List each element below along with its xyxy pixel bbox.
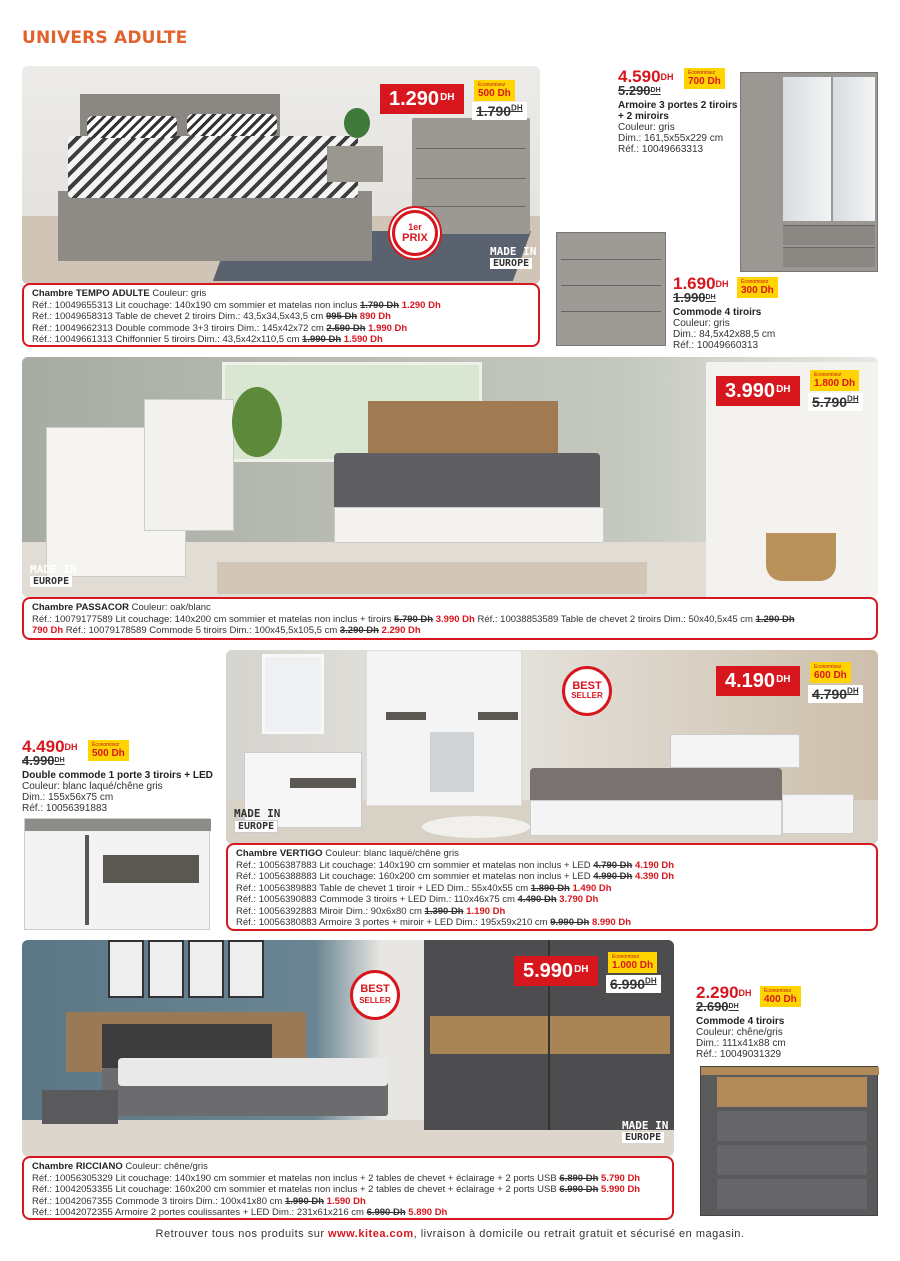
commode-chene-save-tag: Économisez 400 Dh bbox=[760, 986, 801, 1007]
commode-gris-price: $1.690^{DH}$ bbox=[673, 274, 729, 293]
passacor-price: $3.990^{DH}$ bbox=[716, 376, 800, 406]
vertigo-made-in-europe: MADE IN EUROPE bbox=[234, 807, 281, 832]
ricciano-info-box bbox=[22, 1156, 674, 1220]
tempo-title-line: Chambre TEMPO ADULTE Couleur: gris bbox=[32, 288, 207, 299]
commode-chene-image bbox=[700, 1066, 878, 1216]
armoire-price: $4.590^{DH}$ bbox=[618, 67, 674, 86]
double-commode-image bbox=[24, 818, 210, 930]
double-commode-info: Double commode 1 porte 3 tiroirs + LED Couleur: blanc laqué/chêne gris Dim.: 155x56x75 cm Réf.: 10056391883 bbox=[22, 770, 213, 814]
ricciano-old-price: $6.990^{DH}$ bbox=[606, 975, 661, 993]
vertigo-old-price: $4.790^{DH}$ bbox=[808, 685, 863, 703]
ricciano-line: Réf.: 10042072355 Armoire 2 portes coulissantes + LED Dim.: 231x61x216 cm 6.990 Dh 5.890 Dh bbox=[32, 1207, 448, 1218]
armoire-info: Armoire 3 portes 2 tiroirs + 2 miroirs Couleur: gris Dim.: 161,5x55x229 cm Réf.: 10049663313 bbox=[618, 100, 738, 155]
passacor-save-tag: Économisez 1.800 Dh bbox=[810, 370, 859, 391]
commode-chene-old-price: $2.690^{DH}$ bbox=[696, 999, 739, 1014]
ricciano-line: Réf.: 10056305329 Lit couchage: 140x190 cm sommier et matelas non inclus + 2 tables de chevet + éclairage + 2 ports USB 6.890 Dh 5.790 Dh bbox=[32, 1172, 641, 1184]
passacor-title-line: Chambre PASSACOR Couleur: oak/blanc bbox=[32, 602, 211, 613]
vertigo-line: Réf.: 10056390883 Commode 3 tiroirs + LED Dim.: 110x46x75 cm 4.490 Dh 3.790 Dh bbox=[236, 894, 599, 905]
ricciano-best-seller-badge: BEST SELLER bbox=[350, 970, 400, 1020]
tempo-save-tag: Économisez 500 Dh bbox=[474, 80, 515, 101]
commode-gris-info: Commode 4 tiroirs Couleur: gris Dim.: 84,5x42x88,5 cm Réf.: 10049660313 bbox=[673, 307, 776, 351]
commode-gris-image bbox=[556, 232, 666, 346]
website-link[interactable]: www.kitea.com bbox=[328, 1228, 414, 1240]
vertigo-line: Réf.: 10056389883 Table de chevet 1 tiroir + LED Dim.: 55x40x55 cm 1.890 Dh 1.490 Dh bbox=[236, 882, 612, 894]
passacor-line: Réf.: 10079177589 Lit couchage: 140x200 cm sommier et matelas non inclus + tiroirs 5.790 Dh 3.990 Dh Réf.: 10038853589 Table de chevet 2 tiroirs Dim.: 50x40,5x45 cm 1.290 Dh bbox=[32, 613, 795, 625]
tempo-line: Réf.: 10049662313 Double commode 3+3 tiroirs Dim.: 145x42x72 cm 2.590 Dh 1.990 Dh bbox=[32, 322, 408, 334]
commode-gris-old-price: $1.990^{DH}$ bbox=[673, 290, 716, 305]
double-commode-price: $4.490^{DH}$ bbox=[22, 737, 78, 756]
vertigo-best-seller-badge: BEST SELLER bbox=[562, 666, 612, 716]
double-commode-save-tag: Économisez 500 Dh bbox=[88, 740, 129, 761]
ricciano-title-line: Chambre RICCIANO Couleur: chêne/gris bbox=[32, 1161, 208, 1172]
tempo-line: Réf.: 10049658313 Table de chevet 2 tiroirs Dim.: 43,5x34,5x43,5 cm 995 Dh 890 Dh bbox=[32, 311, 391, 322]
ricciano-line: Réf.: 10042053355 Lit couchage: 160x200 cm sommier et matelas non inclus + 2 tables de chevet + éclairage + 2 ports USB 6.990 Dh 5.990 Dh bbox=[32, 1184, 641, 1195]
commode-gris-save-tag: Économisez 300 Dh bbox=[737, 277, 778, 298]
vertigo-price: $4.190^{DH}$ bbox=[716, 666, 800, 696]
vertigo-line: Réf.: 10056380883 Armoire 3 portes + miroir + LED Dim.: 195x59x210 cm 9.990 Dh 8.990 Dh bbox=[236, 917, 632, 928]
ricciano-line: Réf.: 10042067355 Commode 3 tiroirs Dim.: 100x41x80 cm 1.990 Dh 1.590 Dh bbox=[32, 1195, 366, 1207]
passacor-made-in-europe: MADE IN EUROPE bbox=[30, 563, 77, 587]
commode-chene-info: Commode 4 tiroirs Couleur: chêne/gris Dim.: 111x41x88 cm Réf.: 10049031329 bbox=[696, 1016, 786, 1060]
ricciano-price: $5.990^{DH}$ bbox=[514, 956, 598, 986]
passacor-old-price: $5.790^{DH}$ bbox=[808, 393, 863, 411]
ricciano-save-tag: Économisez 1.000 Dh bbox=[608, 952, 657, 973]
passacor-line: 790 Dh Réf.: 10079178589 Commode 5 tiroirs Dim.: 100x45,5x105,5 cm 3.290 Dh 2.290 Dh bbox=[32, 625, 421, 636]
section-title: UNIVERS ADULTE bbox=[22, 28, 188, 48]
tempo-made-in-europe: MADE IN EUROPE bbox=[490, 245, 537, 269]
vertigo-save-tag: Économisez 600 Dh bbox=[810, 662, 851, 683]
vertigo-title-line: Chambre VERTIGO Couleur: blanc laqué/chêne gris bbox=[236, 848, 459, 859]
tempo-info-box bbox=[22, 283, 540, 347]
commode-chene-price: $2.290^{DH}$ bbox=[696, 983, 752, 1002]
passacor-info-box bbox=[22, 597, 878, 640]
vertigo-line: Réf.: 10056392883 Miroir Dim.: 90x6x80 cm 1.390 Dh 1.190 Dh bbox=[236, 905, 506, 917]
vertigo-line: Réf.: 10056387883 Lit couchage: 140x190 cm sommier et matelas non inclus + LED 4.790 Dh 4.190 Dh bbox=[236, 859, 675, 871]
premier-prix-badge: 1er PRIX bbox=[392, 210, 438, 256]
ricciano-made-in-europe: MADE IN EUROPE bbox=[622, 1119, 669, 1143]
footer: Retrouver tous nos produits sur www.kitea.com, livraison à domicile ou retrait gratuit et sécurisé en magasin. bbox=[155, 1228, 745, 1240]
armoire-old-price: $5.290^{DH}$ bbox=[618, 83, 661, 98]
double-commode-old-price: $4.990^{DH}$ bbox=[22, 753, 65, 768]
vertigo-info-box bbox=[226, 843, 878, 931]
tempo-line: Réf.: 10049655313 Lit couchage: 140x190 cm sommier et matelas non inclus 1.790 Dh 1.290 Dh bbox=[32, 299, 441, 311]
armoire-image bbox=[740, 72, 878, 272]
tempo-price: $1.290^{DH}$ bbox=[380, 84, 464, 114]
tempo-line: Réf.: 10049661313 Chiffonnier 5 tiroirs Dim.: 43,5x42x110,5 cm 1.990 Dh 1.590 Dh bbox=[32, 334, 383, 345]
vertigo-line: Réf.: 10056388883 Lit couchage: 160x200 cm sommier et matelas non inclus + LED 4.990 Dh 4.390 Dh bbox=[236, 871, 675, 882]
armoire-save-tag: Économisez 700 Dh bbox=[684, 68, 725, 89]
tempo-old-price: $1.790^{DH}$ bbox=[472, 102, 527, 120]
